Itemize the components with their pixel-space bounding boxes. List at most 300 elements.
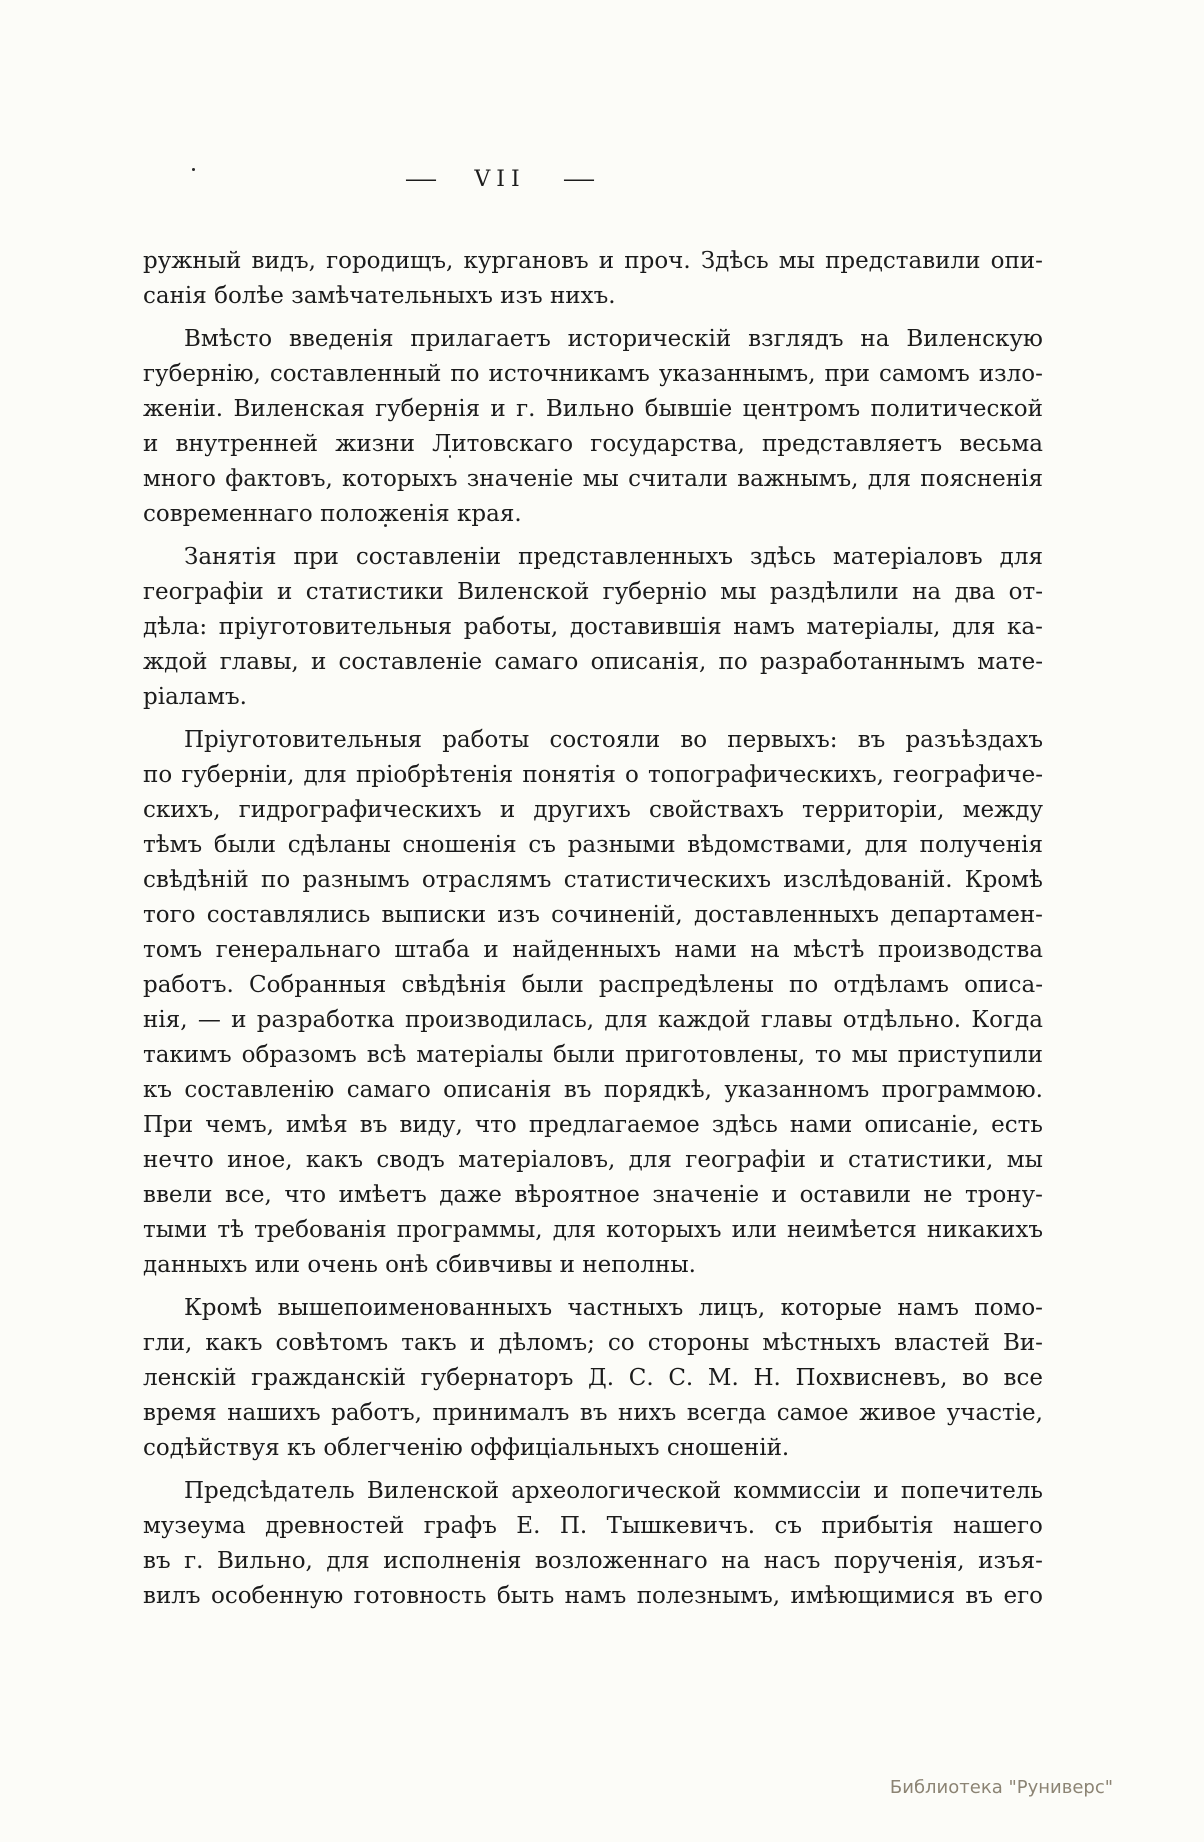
word: составленію [184, 1077, 335, 1103]
word: есть [991, 1112, 1043, 1138]
word: разнымъ [302, 867, 410, 893]
text-line [143, 723, 1043, 758]
word: со [607, 1330, 635, 1356]
word: возложеннаго [534, 1548, 708, 1574]
word: ждой [143, 649, 208, 675]
word: порученія, [833, 1548, 965, 1574]
text-line [143, 244, 1043, 279]
word: изслѣдованій. [783, 867, 953, 893]
word: свойствахъ [648, 797, 784, 823]
word: М. [707, 1365, 739, 1391]
word: Виленской [366, 1478, 500, 1504]
word: главы [760, 1007, 833, 1033]
word: ленскій [143, 1365, 237, 1391]
paragraph [143, 540, 1043, 715]
word: Виленской [457, 579, 590, 605]
word: имѣющимися [790, 1583, 955, 1609]
word: его [1003, 1583, 1043, 1609]
word: здѣсь [749, 544, 816, 570]
word: нами [789, 1112, 853, 1138]
word: къ [143, 1077, 173, 1103]
word: кургановъ [463, 248, 589, 274]
word: историческій [567, 326, 732, 352]
word: намъ [733, 614, 795, 640]
text-line [143, 357, 1043, 392]
word: указанномъ [724, 1077, 870, 1103]
word: тыми [143, 1217, 208, 1243]
word: на [912, 579, 942, 605]
word: раздѣлили [769, 579, 899, 605]
word: Вильно [545, 396, 635, 422]
word: географиче- [893, 762, 1043, 788]
word: много [143, 466, 216, 492]
text-line [143, 1108, 1043, 1143]
word: какъ [205, 1330, 263, 1356]
word: того [143, 902, 196, 928]
word: состояли [549, 727, 661, 753]
word: гидрографическихъ [238, 797, 482, 823]
paragraph [143, 1291, 1043, 1466]
word: съ [774, 1513, 802, 1539]
word: матеріалы [416, 1042, 544, 1068]
word: разными [567, 832, 676, 858]
word: мѣстныхъ [762, 1330, 882, 1356]
paragraph [143, 1474, 1043, 1614]
word: Ви- [1002, 1330, 1043, 1356]
word: тѣ [217, 1217, 244, 1243]
text-line [143, 1291, 1043, 1326]
word: нія, [143, 1007, 188, 1033]
word: помо- [974, 1295, 1043, 1321]
word: бывшіе [644, 396, 733, 422]
word: во [962, 1365, 989, 1391]
word: образомъ [241, 1042, 357, 1068]
word: работы, [463, 614, 559, 640]
word: стороны [647, 1330, 750, 1356]
word: для [999, 544, 1043, 570]
word: политической [870, 396, 1043, 422]
word: и [598, 248, 615, 274]
word: составлялись [206, 902, 371, 928]
text-line: содѣйствуя къ облегченію оффиціальныхъ сношеній. [143, 1435, 790, 1461]
word: Кромѣ [964, 867, 1043, 893]
text-line [143, 793, 1043, 828]
text-line [143, 898, 1043, 933]
word: особенную [210, 1583, 344, 1609]
word: для [552, 1217, 596, 1243]
word: и [231, 1007, 247, 1033]
word: такъ [401, 1330, 457, 1356]
word: первыхъ: [727, 727, 838, 753]
word: программою. [881, 1077, 1043, 1103]
text-line [143, 1003, 1043, 1038]
word: географіи [685, 1147, 806, 1173]
word: г. [184, 1548, 204, 1574]
text-block [143, 244, 1043, 1614]
word: которые [780, 1295, 883, 1321]
word: живое [859, 1400, 937, 1426]
word: распредѣлены [598, 972, 774, 998]
text-line: санія болѣе замѣчательныхъ изъ нихъ. [143, 283, 616, 309]
word: Д. [588, 1365, 615, 1391]
text-line [143, 645, 1043, 680]
word: мате- [977, 649, 1043, 675]
word: Когда [971, 1007, 1043, 1033]
word: попечитель [900, 1478, 1043, 1504]
word: по [789, 972, 819, 998]
word: Собранныя [249, 972, 387, 998]
text-line [143, 540, 1043, 575]
word: для [628, 1147, 672, 1173]
word: составленіе [338, 649, 483, 675]
word: для [864, 832, 908, 858]
word: тѣмъ [143, 832, 203, 858]
word: найденныхъ [512, 937, 662, 963]
word: работы [442, 727, 530, 753]
word: свѣдѣнія [401, 972, 507, 998]
word: томъ [143, 937, 203, 963]
word: пріобрѣтенія [355, 762, 514, 788]
word: по [450, 361, 480, 387]
word: и [143, 431, 159, 457]
text-line [143, 1396, 1043, 1431]
word: мы [778, 248, 815, 274]
word: полученія [919, 832, 1043, 858]
word: внутренней [175, 431, 319, 457]
word: все [1003, 1365, 1043, 1391]
word: сдѣланы [287, 832, 391, 858]
word: самомъ [878, 361, 970, 387]
word: источникамъ [488, 361, 650, 387]
word: принималъ [432, 1400, 570, 1426]
word: при [293, 544, 339, 570]
word: самаго [494, 649, 579, 675]
word: для [952, 614, 996, 640]
text-line: ріаламъ. [143, 684, 247, 710]
text-line: современнаго положенія края. [143, 501, 522, 527]
word: вѣдомствами, [687, 832, 853, 858]
word: исполненія [383, 1548, 522, 1574]
word: свѣдѣній [143, 867, 249, 893]
word: которыхъ [606, 1217, 722, 1243]
word: древностей [265, 1513, 405, 1539]
word: городищъ, [326, 248, 454, 274]
word: иное, [227, 1147, 293, 1173]
word: нами [674, 937, 737, 963]
word: для [867, 466, 912, 492]
word: проч. [624, 248, 691, 274]
word: важнымъ, [737, 466, 859, 492]
word: такимъ [143, 1042, 232, 1068]
text-line [143, 863, 1043, 898]
word: съ [528, 832, 556, 858]
word: работъ, [331, 1400, 422, 1426]
text-line [143, 828, 1043, 863]
word: Похвисневъ, [795, 1365, 948, 1391]
word: между [962, 797, 1043, 823]
word: губернію, [143, 361, 261, 387]
word: при [824, 361, 870, 387]
word: — [197, 1007, 221, 1033]
word: самое [776, 1400, 849, 1426]
word: доставившія [569, 614, 722, 640]
word: и [819, 1147, 835, 1173]
word: частныхъ [567, 1295, 684, 1321]
text-line [143, 933, 1043, 968]
word: доставленныхъ [693, 902, 880, 928]
word: и [873, 1478, 889, 1504]
word: топографическихъ, [648, 762, 884, 788]
word: были [521, 972, 584, 998]
word: оставили [799, 1182, 911, 1208]
paragraph [143, 244, 1043, 314]
word: Е. [516, 1513, 541, 1539]
word: мѣстѣ [793, 937, 865, 963]
word: жизни [335, 431, 415, 457]
word: территоріи, [802, 797, 945, 823]
word: При [143, 1112, 194, 1138]
word: вилъ [143, 1583, 201, 1609]
word: опи- [990, 248, 1043, 274]
word: въ [563, 1077, 592, 1103]
word: программы, [396, 1217, 543, 1243]
word: то [815, 1042, 842, 1068]
text-line [143, 968, 1043, 1003]
paragraph [143, 723, 1043, 1283]
text-line [143, 322, 1043, 357]
word: разъѣздахъ [905, 727, 1043, 753]
word: на [750, 937, 780, 963]
word: въ [857, 727, 886, 753]
word: мы [851, 1042, 888, 1068]
word: гражданскій [251, 1365, 406, 1391]
word: департамен- [890, 902, 1043, 928]
word: представляетъ [761, 431, 943, 457]
word: разработка [256, 1007, 395, 1033]
page-number: VII [474, 166, 526, 192]
word: коммиссіи [733, 1478, 862, 1504]
word: от- [1008, 579, 1043, 605]
word: Занятія [184, 544, 277, 570]
word: географіи [143, 579, 264, 605]
word: виду, [399, 1112, 463, 1138]
word: по [261, 867, 291, 893]
word: мы [720, 579, 757, 605]
word: изъ [497, 902, 540, 928]
word: вышепоименованныхъ [277, 1295, 553, 1321]
word: полезнымъ, [636, 1583, 781, 1609]
word: указаннымъ, [658, 361, 816, 387]
word: какъ [305, 1147, 363, 1173]
word: описаніе, [864, 1112, 980, 1138]
word: Тышкевичъ. [606, 1513, 756, 1539]
word: дѣломъ; [498, 1330, 595, 1356]
word: отдѣламъ [833, 972, 949, 998]
word: введенія [288, 326, 394, 352]
page-header [0, 166, 1000, 192]
word: отдѣльно. [842, 1007, 962, 1033]
word: трону- [965, 1182, 1043, 1208]
word: о [625, 762, 639, 788]
word: музеума [143, 1513, 246, 1539]
word: считали [628, 466, 728, 492]
word: выписки [381, 902, 487, 928]
word: которыхъ [342, 466, 458, 492]
word: во [680, 727, 708, 753]
word: никакихъ [926, 1217, 1043, 1243]
word: генеральнаго [215, 937, 381, 963]
word: производства [878, 937, 1043, 963]
word: значеніе [466, 466, 574, 492]
text-line [143, 1326, 1043, 1361]
word: Виленская [233, 396, 365, 422]
word: чемъ, [205, 1112, 274, 1138]
word: всѣ [366, 1042, 407, 1068]
paragraph [143, 322, 1043, 532]
word: приступили [897, 1042, 1043, 1068]
text-line [143, 758, 1043, 793]
word: скихъ, [143, 797, 221, 823]
word: въ [143, 1548, 171, 1574]
word: графъ [423, 1513, 497, 1539]
word: и [277, 579, 293, 605]
word: для [326, 1548, 370, 1574]
word: и [771, 1182, 788, 1208]
word: статистики [305, 579, 444, 605]
word: насъ [763, 1548, 821, 1574]
word: производилась, [404, 1007, 595, 1033]
word: сочиненій, [551, 902, 683, 928]
word: Пріуготовительныя [184, 727, 423, 753]
word: статистики, [848, 1147, 994, 1173]
text-line [143, 462, 1043, 497]
word: Н. [753, 1365, 781, 1391]
word: намъ [897, 1295, 959, 1321]
word: ввели [143, 1182, 213, 1208]
word: Вмѣсто [184, 326, 273, 352]
word: въ [359, 1112, 388, 1138]
word: губерніи, [181, 762, 295, 788]
text-line [143, 575, 1043, 610]
word: для [604, 1007, 648, 1033]
word: что [284, 1182, 327, 1208]
word: составленіи [355, 544, 502, 570]
word: прибытія [821, 1513, 934, 1539]
word: поясненія [920, 466, 1043, 492]
word: пріуготовительныя [218, 614, 453, 640]
word: разработаннымъ [759, 649, 965, 675]
word: отраслямъ [421, 867, 552, 893]
word: не [923, 1182, 953, 1208]
word: или [731, 1217, 777, 1243]
word: нашего [952, 1513, 1043, 1539]
word: составленный [269, 361, 442, 387]
text-line [143, 1213, 1043, 1248]
word: нихъ [618, 1400, 677, 1426]
word: все, [225, 1182, 272, 1208]
word: представленныхъ [518, 544, 733, 570]
word: Кромѣ [184, 1295, 263, 1321]
word: быть [496, 1583, 555, 1609]
word: С. [668, 1365, 694, 1391]
text-line [143, 427, 1043, 462]
word: ружный [143, 248, 242, 274]
word: на [721, 1548, 751, 1574]
word: археологической [511, 1478, 722, 1504]
word: фактовъ, [225, 466, 333, 492]
word: и [483, 937, 499, 963]
word: изло- [978, 361, 1043, 387]
word: и [469, 1330, 486, 1356]
word: гли, [143, 1330, 193, 1356]
word: статистическихъ [563, 867, 772, 893]
word: по [143, 762, 173, 788]
word: весьма [959, 431, 1043, 457]
word: участіе, [946, 1400, 1043, 1426]
word: Здѣсь [700, 248, 769, 274]
word: Литовскаго [432, 431, 574, 457]
word: мы [582, 466, 619, 492]
word: взглядъ [748, 326, 844, 352]
text-line: данныхъ или очень онѣ сбивчивы и неполны. [143, 1252, 696, 1278]
word: порядкѣ, [603, 1077, 712, 1103]
word: по [718, 649, 748, 675]
header-dash-right: — [562, 166, 596, 192]
word: матеріаловъ [832, 544, 983, 570]
word: женіи. [143, 396, 224, 422]
word: и [499, 797, 516, 823]
word: нашихъ [227, 1400, 321, 1426]
text-line [143, 1579, 1043, 1614]
word: другихъ [533, 797, 631, 823]
word: сношенія [402, 832, 517, 858]
word: на [860, 326, 890, 352]
word: губерніо [602, 579, 707, 605]
text-line [143, 1474, 1043, 1509]
word: С. [628, 1365, 654, 1391]
text-line [143, 1509, 1043, 1544]
text-line [143, 1073, 1043, 1108]
text-line [143, 1361, 1043, 1396]
word: мы [1006, 1147, 1043, 1173]
text-line [143, 1178, 1043, 1213]
word: нечто [143, 1147, 214, 1173]
word: готовность [353, 1583, 487, 1609]
word: государства, [590, 431, 745, 457]
word: изъя- [978, 1548, 1043, 1574]
word: здѣсь [711, 1112, 778, 1138]
word: описанія [443, 1077, 552, 1103]
word: матеріаловъ, [458, 1147, 616, 1173]
ink-speck [192, 168, 195, 171]
word: что [474, 1112, 517, 1138]
word: совѣтомъ [275, 1330, 389, 1356]
word: ка- [1007, 614, 1043, 640]
word: матеріалы, [806, 614, 941, 640]
word: предлагаемое [528, 1112, 700, 1138]
word: были [213, 832, 276, 858]
word: работъ. [143, 972, 234, 998]
word: всегда [686, 1400, 767, 1426]
word: Вильно, [217, 1548, 313, 1574]
header-dash-left: — [404, 166, 438, 192]
word: дѣла: [143, 614, 208, 640]
word: П. [559, 1513, 588, 1539]
word: и [490, 396, 506, 422]
word: главы, [219, 649, 299, 675]
text-line [143, 1544, 1043, 1579]
word: видъ, [251, 248, 316, 274]
